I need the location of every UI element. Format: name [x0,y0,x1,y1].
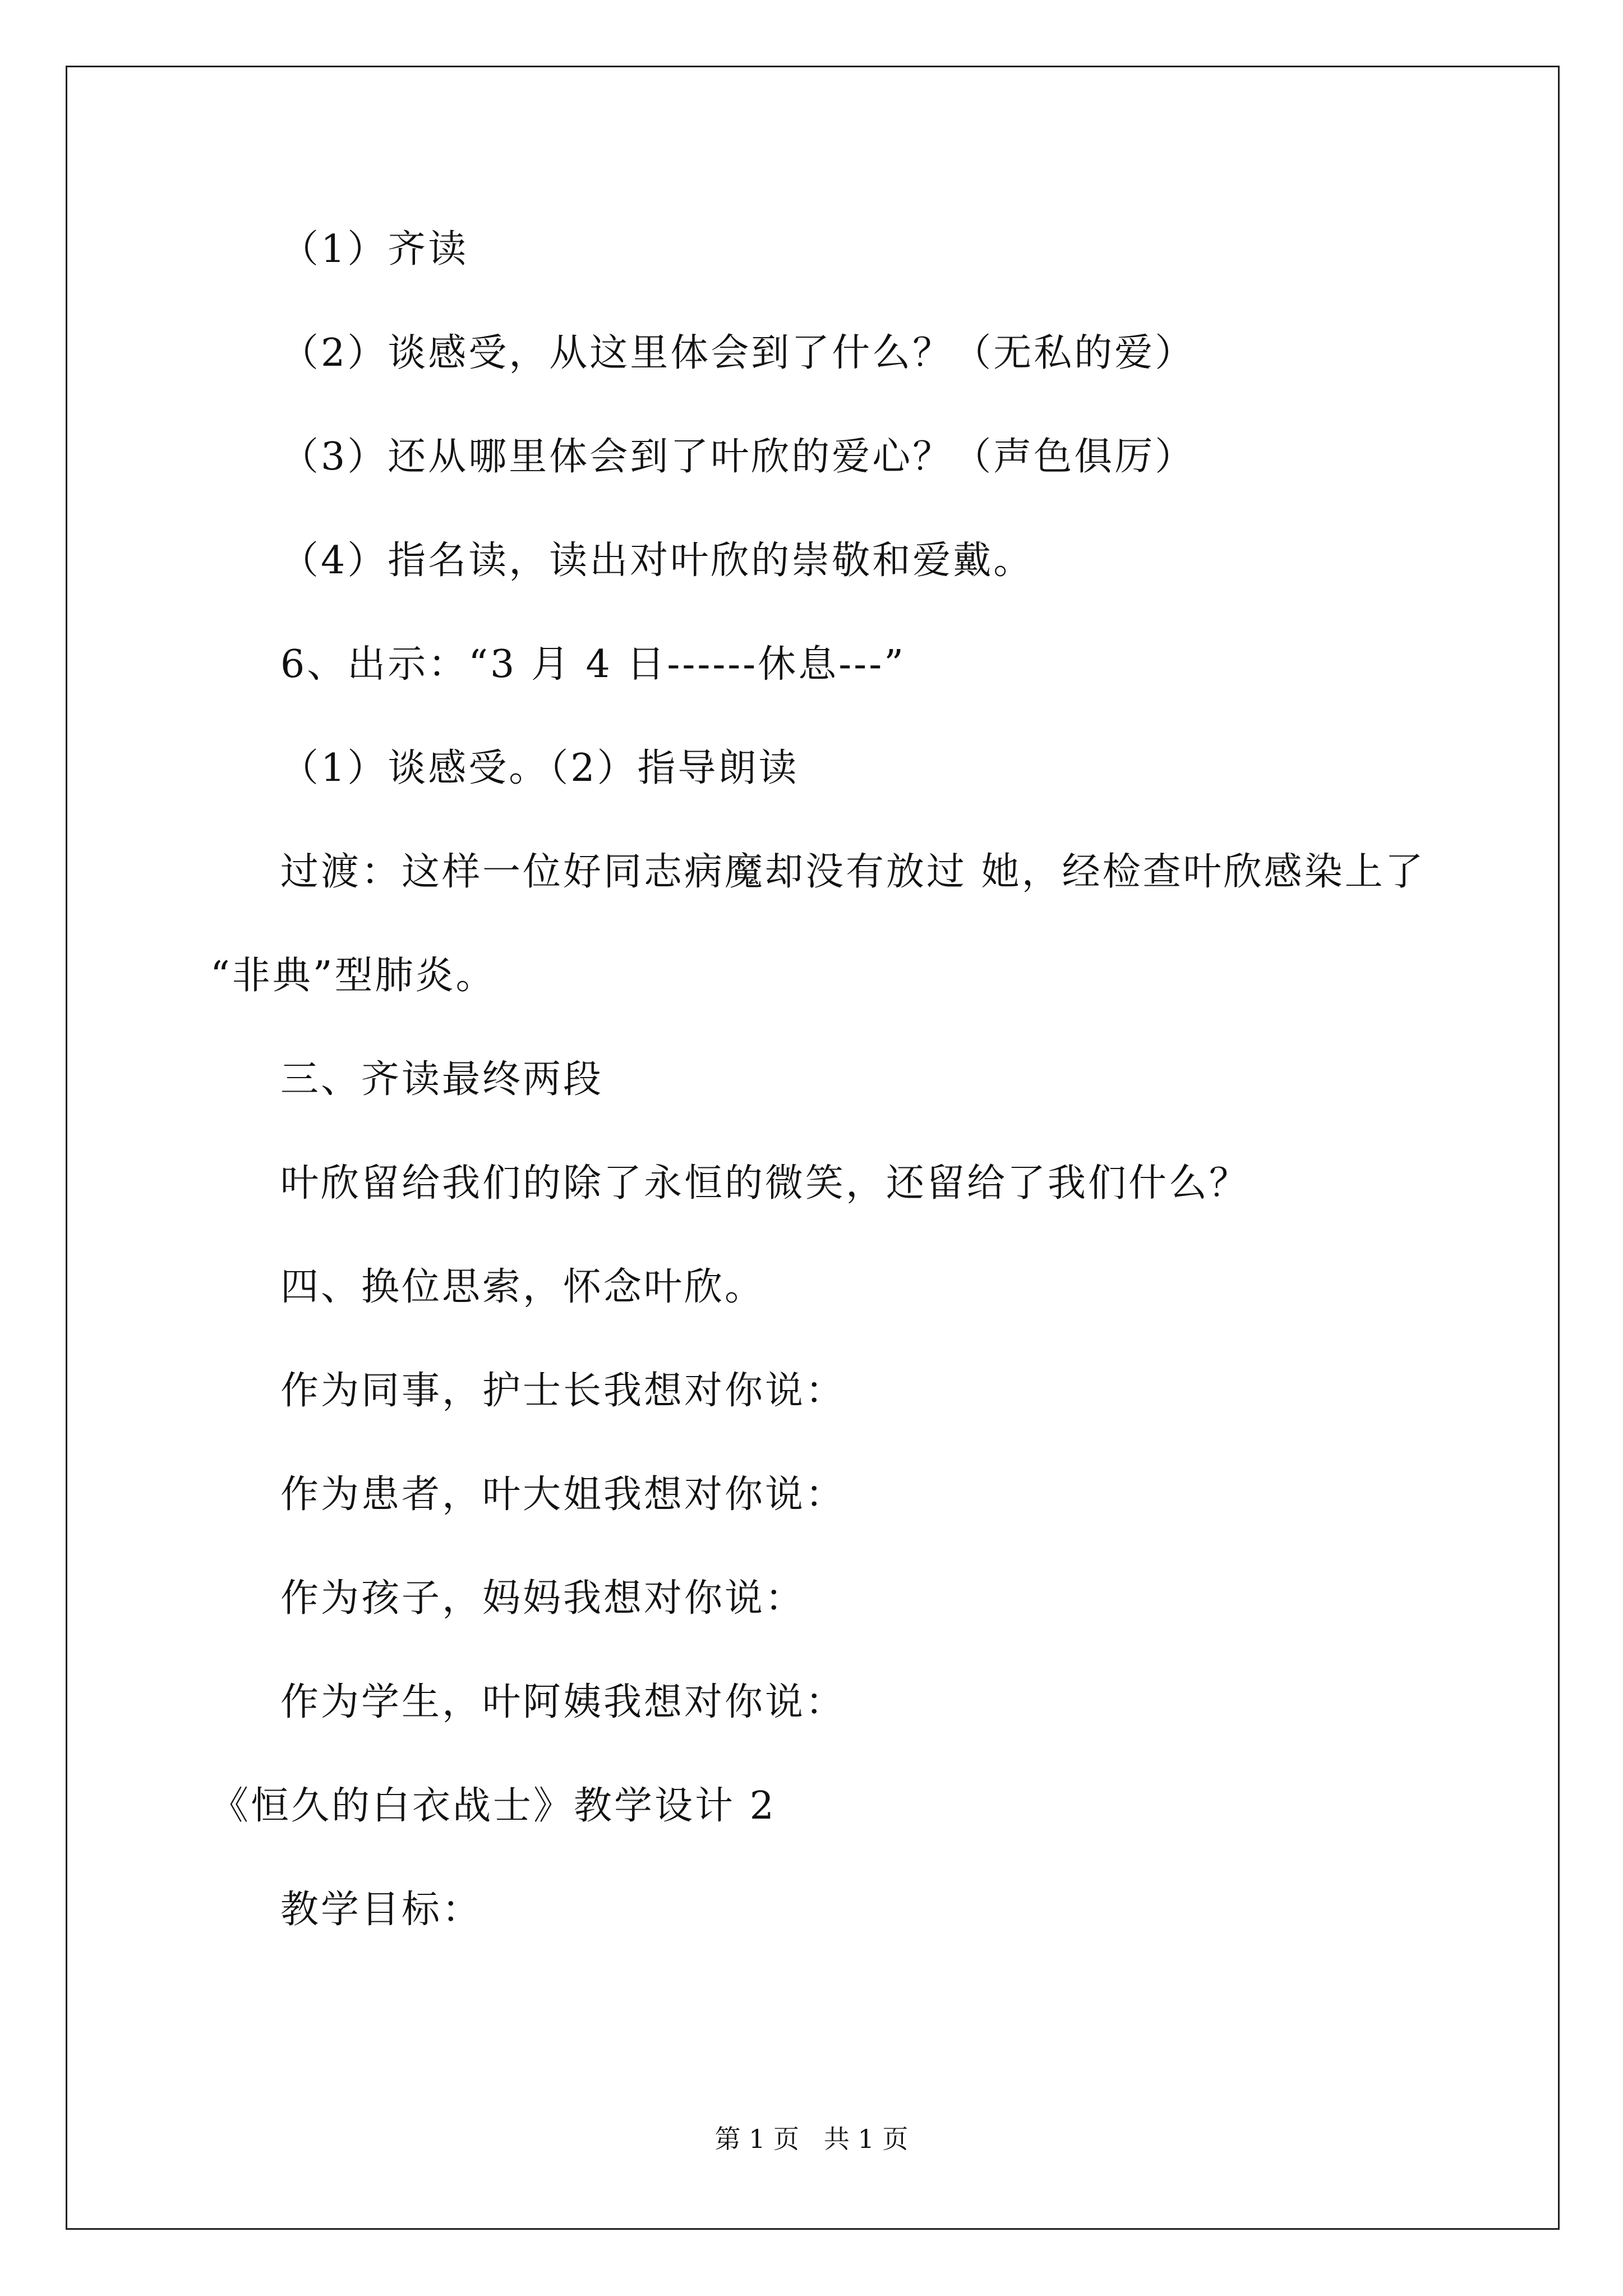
item-2-discuss-feelings: （2）谈感受，从这里体会到了什么？（无私的爱） [280,331,1196,375]
item-3-where-love: （3）还从哪里体会到了叶欣的爱心？（声色俱厉） [280,435,1196,479]
page-footer: 第 1 页 共 1 页 [714,2124,909,2154]
teaching-goals-heading: 教学目标： [280,1888,483,1932]
section-3-question: 叶欣留给我们的除了永恒的微笑，还留给了我们什么？ [280,1161,1250,1205]
section-4-heading: 四、换位思索，怀念叶欣。 [280,1265,766,1309]
prompt-colleague: 作为同事，护士长我想对你说： [280,1369,846,1413]
step-6-show: 6、出示：“3 月 4 日------休息---” [280,642,906,687]
prompt-child: 作为孩子，妈妈我想对你说： [280,1576,806,1621]
transition-paragraph-cont: “非典”型肺炎。 [210,954,496,998]
transition-paragraph: 过渡：这样一位好同志病魔却没有放过 她，经检查叶欣感染上了 [280,850,1426,894]
item-4-read-aloud: （4）指名读，读出对叶欣的崇敬和爱戴。 [280,539,1034,583]
section-title: 《恒久的白衣战士》教学设计 2 [210,1784,776,1828]
prompt-patient: 作为患者，叶大姐我想对你说： [280,1473,846,1517]
prompt-student: 作为学生，叶阿姨我想对你说： [280,1680,846,1724]
section-3-heading: 三、齐读最终两段 [280,1057,604,1102]
step-6-subitems: （1）谈感受。（2）指导朗读 [280,746,799,790]
item-1-read-together: （1）齐读 [280,227,469,272]
